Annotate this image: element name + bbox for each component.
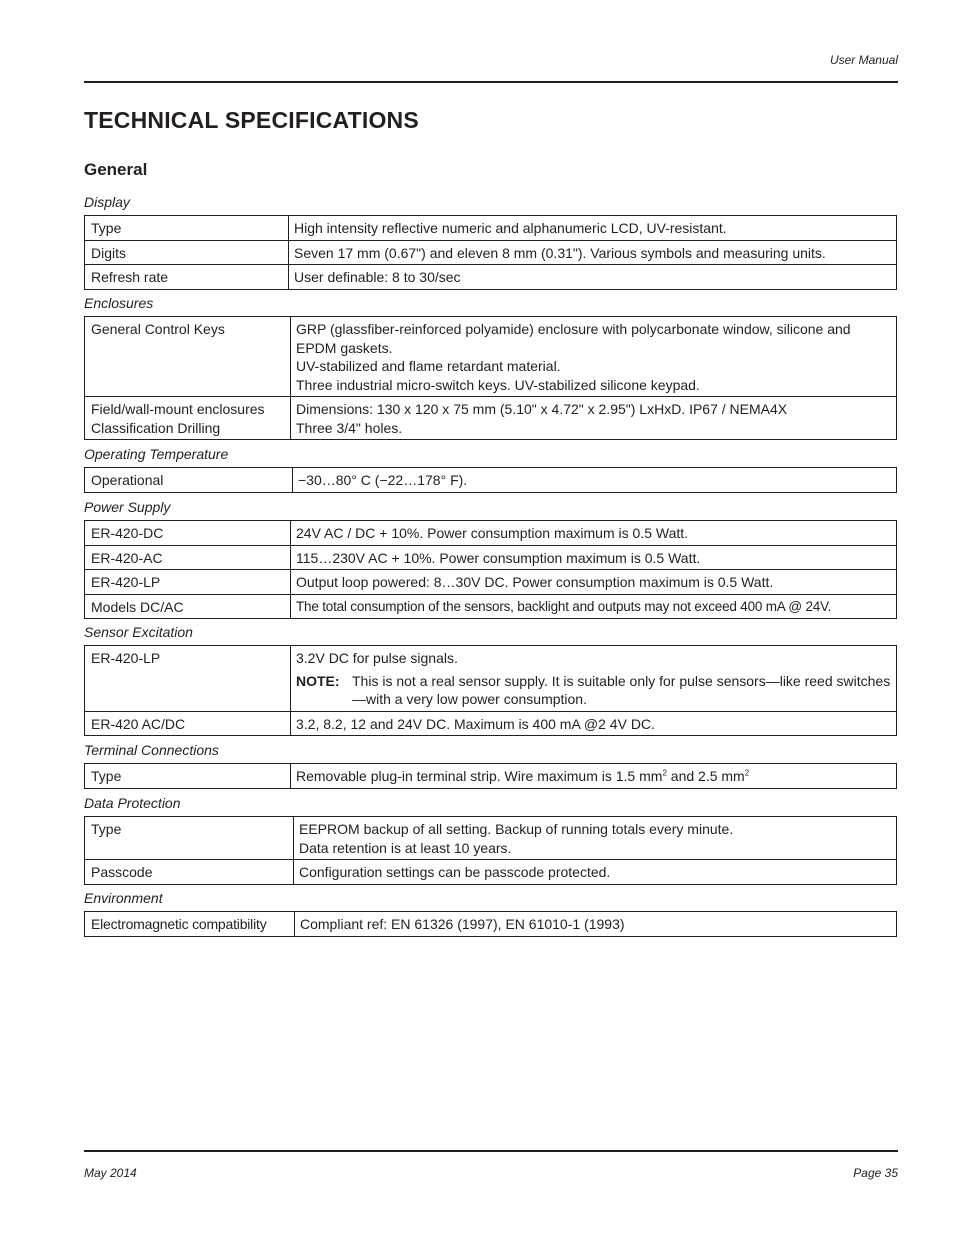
environment-table [84, 911, 897, 937]
spec-value: 24V AC / DC + 10%. Power consumption maximum is 0.5 Watt. [291, 521, 897, 546]
enclosures-table [84, 316, 897, 440]
sensor-excitation-label: Sensor Excitation [84, 624, 193, 640]
spec-key: Type [85, 764, 291, 789]
spec-value-line: Data retention is at least 10 years. [299, 839, 512, 856]
spec-key: Operational [85, 468, 293, 493]
spec-value: Configuration settings can be passcode protected. [294, 860, 897, 885]
header-rule [84, 81, 898, 83]
spec-value: High intensity reflective numeric and alphanumeric LCD, UV-resistant. [289, 216, 897, 241]
section-heading-general: General [84, 160, 148, 179]
spec-key: ER-420-LP [85, 570, 291, 595]
spec-value: User definable: 8 to 30/sec [289, 265, 897, 290]
sensor-excitation-table [84, 645, 897, 736]
spec-key: Passcode [85, 860, 294, 885]
spec-value: Output loop powered: 8…30V DC. Power consumption maximum is 0.5 Watt. [291, 570, 897, 595]
note-text: This is not a real sensor supply. It is suitable only for pulse sensors—like reed switches—with a very low power consumption. [352, 672, 891, 707]
terminal-connections-table [84, 763, 897, 789]
spec-value [291, 397, 897, 440]
table-row [85, 646, 897, 712]
spec-key: ER-420 AC/DC [85, 711, 291, 736]
table-row [85, 711, 897, 736]
table-row [85, 397, 897, 440]
environment-label: Environment [84, 890, 163, 906]
table-row [85, 594, 897, 619]
header-label: User Manual [829, 53, 898, 67]
spec-key: Models DC/AC [85, 594, 291, 619]
footer-page-number: Page 35 [853, 1166, 898, 1180]
spec-key: Digits [85, 240, 289, 265]
operating-temperature-label: Operating Temperature [84, 446, 229, 462]
spec-value-text: Removable plug-in terminal strip. Wire maximum is 1.5 mm [296, 768, 663, 784]
spec-key: Type [85, 817, 294, 860]
display-table [84, 215, 897, 290]
spec-value: The total consumption of the sensors, backlight and outputs may not exceed 400 mA @ 24V. [291, 594, 897, 619]
spec-value [291, 646, 897, 712]
spec-value: Seven 17 mm (0.67") and eleven 8 mm (0.31"). Various symbols and measuring units. [289, 240, 897, 265]
spec-key: ER-420-AC [85, 545, 291, 570]
table-row [85, 545, 897, 570]
data-protection-label: Data Protection [84, 795, 181, 811]
spec-value-text: and 2.5 mm [666, 768, 745, 784]
spec-key: Type [85, 216, 289, 241]
data-protection-table [84, 816, 897, 885]
spec-key-line: Field/wall-mount enclosures [91, 401, 265, 417]
spec-value-line: EEPROM backup of all setting. Backup of running totals every minute. [299, 821, 734, 837]
spec-value: Compliant ref: EN 61326 (1997), EN 61010-1 (1993) [295, 912, 897, 937]
spec-key: ER-420-DC [85, 521, 291, 546]
table-row [85, 317, 897, 397]
enclosures-label: Enclosures [84, 295, 154, 311]
spec-value: −30…80° C (−22…178° F). [293, 468, 897, 493]
footer-rule [84, 1150, 898, 1152]
table-row [85, 817, 897, 860]
spec-value: 3.2, 8.2, 12 and 24V DC. Maximum is 400 mA @2 4V DC. [291, 711, 897, 736]
spec-key-line: Classification Drilling [91, 419, 221, 436]
spec-value [294, 817, 897, 860]
table-row [85, 570, 897, 595]
terminal-connections-label: Terminal Connections [84, 742, 219, 758]
spec-value-line: Dimensions: 130 x 120 x 75 mm (5.10" x 4.72" x 2.95") LxHxD. IP67 / NEMA4X [296, 401, 788, 417]
superscript: 2 [662, 768, 667, 778]
power-supply-table [84, 520, 897, 619]
table-row [85, 240, 897, 265]
superscript: 2 [744, 768, 750, 778]
operating-temperature-table [84, 467, 897, 493]
spec-value-line: 3.2V DC for pulse signals. [296, 650, 458, 666]
table-row [85, 912, 897, 937]
display-label: Display [84, 194, 130, 210]
note [296, 672, 891, 709]
spec-value-line: Three 3/4" holes. [296, 419, 403, 436]
spec-value: 115…230V AC + 10%. Power consumption maximum is 0.5 Watt. [291, 545, 897, 570]
page-title: TECHNICAL SPECIFICATIONS [84, 107, 419, 133]
spec-value-line: Three industrial micro-switch keys. UV-stabilized silicone keypad. [296, 376, 700, 393]
footer-date: May 2014 [84, 1166, 137, 1180]
spec-value-line: UV-stabilized and flame retardant material. [296, 358, 561, 374]
note-label: NOTE: [296, 672, 340, 689]
spec-key: General Control Keys [85, 317, 291, 397]
table-row [85, 521, 897, 546]
table-row [85, 764, 897, 789]
spec-value [291, 764, 897, 789]
spec-key [85, 397, 291, 440]
spec-value [291, 317, 897, 397]
table-row [85, 860, 897, 885]
table-row [85, 216, 897, 241]
table-row [85, 468, 897, 493]
spec-key: Electromagnetic compatibility [85, 912, 295, 937]
table-row [85, 265, 897, 290]
spec-key: Refresh rate [85, 265, 289, 290]
spec-value-line: GRP (glassfiber-reinforced polyamide) enclosure with polycarbonate window, silicone and EPDM gaskets. [296, 321, 851, 356]
spec-key: ER-420-LP [85, 646, 291, 712]
power-supply-label: Power Supply [84, 499, 171, 515]
